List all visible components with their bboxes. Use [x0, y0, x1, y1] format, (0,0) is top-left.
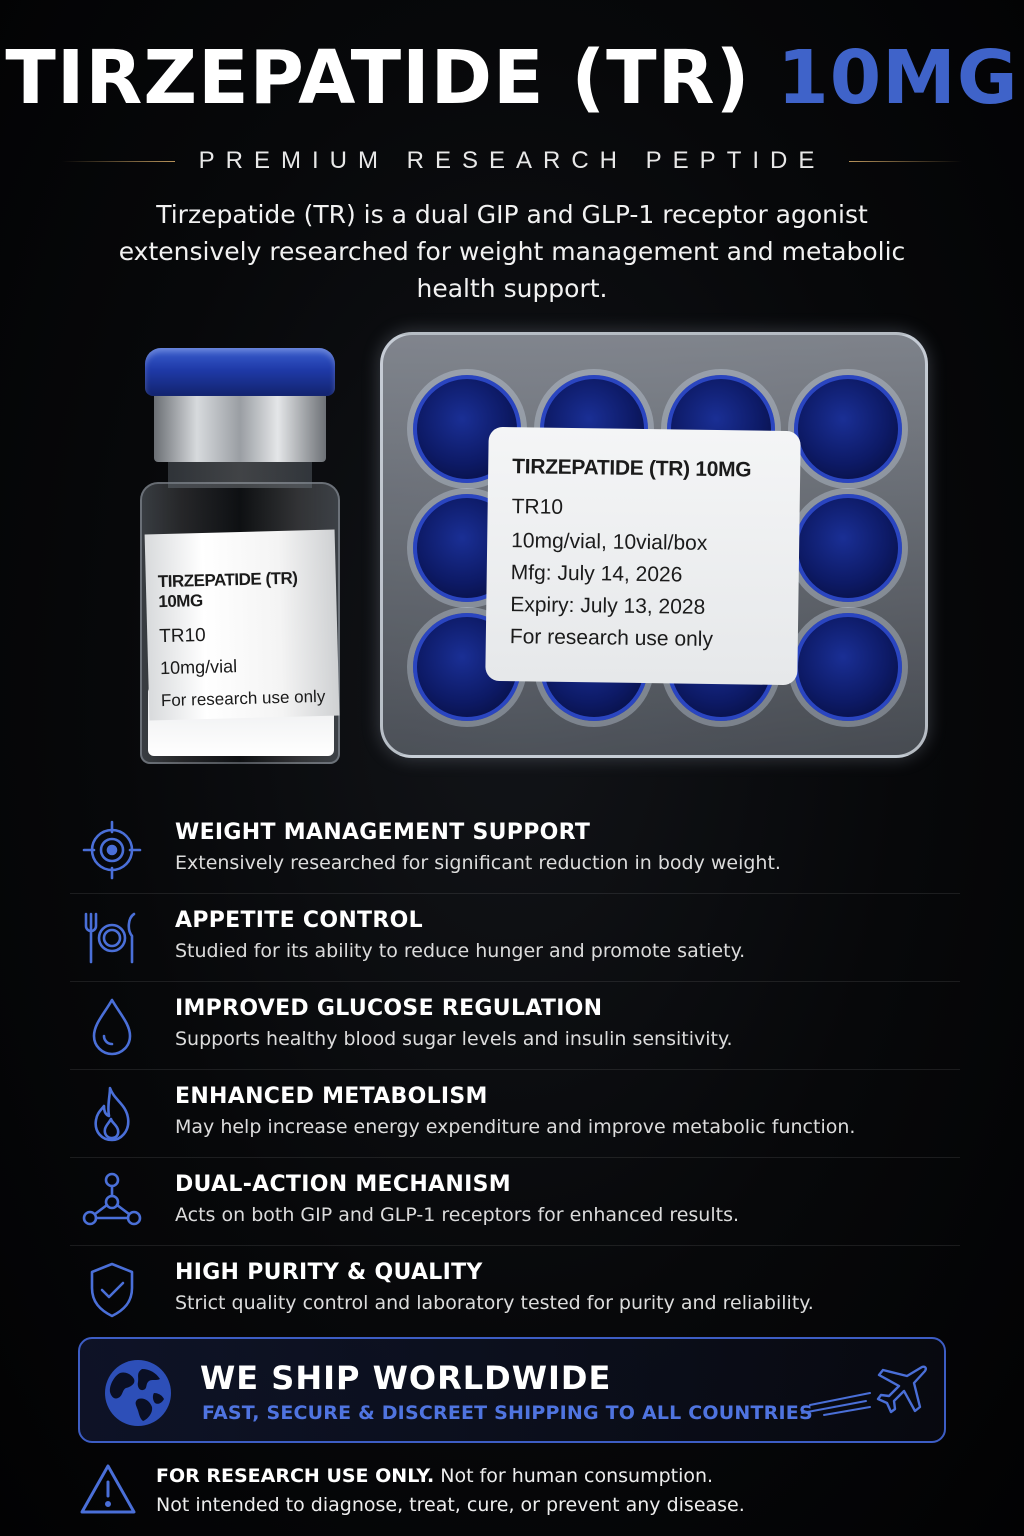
- disclaimer-line-2: Not intended to diagnose, treat, cure, or prevent any disease.: [156, 1494, 745, 1516]
- airplane-icon: [870, 1361, 930, 1421]
- box-label: [485, 427, 801, 685]
- box-cap: [794, 494, 902, 602]
- box-label-name: TIRZEPATIDE (TR) 10MG: [512, 455, 752, 482]
- disclaimer-bold: FOR RESEARCH USE ONLY.: [156, 1465, 435, 1487]
- feature-title: APPETITE CONTROL: [175, 908, 423, 933]
- vial-cap: [145, 348, 335, 396]
- box-cap: [794, 375, 902, 483]
- speed-lines-icon: [800, 1387, 880, 1417]
- shipping-banner: [78, 1337, 946, 1443]
- feature-item: [70, 1246, 960, 1334]
- disclaimer: [156, 1462, 976, 1520]
- droplet-icon: [70, 994, 154, 1060]
- flame-icon: [70, 1082, 154, 1148]
- disclaimer-line-1: [156, 1462, 976, 1491]
- molecule-icon: [70, 1170, 154, 1236]
- feature-desc: Acts on both GIP and GLP-1 receptors for enhanced results.: [175, 1204, 740, 1226]
- shipping-subtitle: FAST, SECURE & DISCREET SHIPPING TO ALL COUNTRIES: [202, 1402, 813, 1424]
- subtitle-row: [62, 146, 962, 176]
- warning-icon: [78, 1460, 138, 1520]
- page-title: [0, 35, 1024, 121]
- feature-list: [70, 806, 960, 1334]
- product-image: [0, 320, 1024, 800]
- feature-title: DUAL-ACTION MECHANISM: [175, 1172, 511, 1197]
- feature-item: [70, 1070, 960, 1158]
- box-cap: [794, 613, 902, 721]
- box-label-expiry: Expiry: July 13, 2028: [510, 593, 706, 619]
- feature-desc: Strict quality control and laboratory tested for purity and reliability.: [175, 1292, 814, 1314]
- vial-label-name: TIRZEPATIDE (TR) 10MG: [157, 568, 298, 612]
- feature-title: IMPROVED GLUCOSE REGULATION: [175, 996, 603, 1021]
- divider-left: [62, 161, 175, 162]
- shipping-title: WE SHIP WORLDWIDE: [200, 1359, 612, 1397]
- vial-box: [380, 332, 928, 758]
- vial-label: [145, 530, 340, 721]
- box-label-mfg: Mfg: July 14, 2026: [510, 561, 683, 587]
- vial-neck: [168, 460, 312, 488]
- feature-item: [70, 894, 960, 982]
- feature-title: WEIGHT MANAGEMENT SUPPORT: [175, 820, 591, 845]
- feature-item: [70, 982, 960, 1070]
- fork-plate-knife-icon: [70, 906, 154, 972]
- vial-crimp: [154, 392, 326, 462]
- feature-desc: Supports healthy blood sugar levels and insulin sensitivity.: [175, 1028, 733, 1050]
- vial-label-note: For research use only: [160, 686, 326, 711]
- vial-body: [140, 482, 340, 764]
- feature-title: ENHANCED METABOLISM: [175, 1084, 488, 1109]
- title-accent: 10MG: [777, 35, 1019, 121]
- box-label-code: TR10: [511, 495, 564, 519]
- divider-right: [849, 161, 962, 162]
- feature-desc: May help increase energy expenditure and improve metabolic function.: [175, 1116, 856, 1138]
- feature-desc: Extensively researched for significant reduction in body weight.: [175, 852, 781, 874]
- feature-item: [70, 806, 960, 894]
- vial-label-code: TR10: [159, 624, 207, 648]
- subtitle: PREMIUM RESEARCH PEPTIDE: [198, 147, 826, 174]
- target-icon: [70, 818, 154, 884]
- feature-item: [70, 1158, 960, 1246]
- disclaimer-line-1-rest: Not for human consumption.: [434, 1465, 714, 1487]
- feature-title: HIGH PURITY & QUALITY: [175, 1260, 483, 1285]
- vial-label-dose: 10mg/vial: [159, 656, 238, 679]
- globe-icon: [102, 1357, 174, 1429]
- title-main: TIRZEPATIDE (TR): [5, 35, 778, 121]
- box-label-note: For research use only: [509, 625, 714, 651]
- intro-text: Tirzepatide (TR) is a dual GIP and GLP-1 receptor agonist extensively researched for weight management and metabolic health support.: [118, 200, 906, 303]
- shield-check-icon: [70, 1258, 154, 1324]
- vial: [140, 344, 345, 764]
- feature-desc: Studied for its ability to reduce hunger and promote satiety.: [175, 940, 746, 962]
- box-label-dose: 10mg/vial, 10vial/box: [511, 529, 708, 555]
